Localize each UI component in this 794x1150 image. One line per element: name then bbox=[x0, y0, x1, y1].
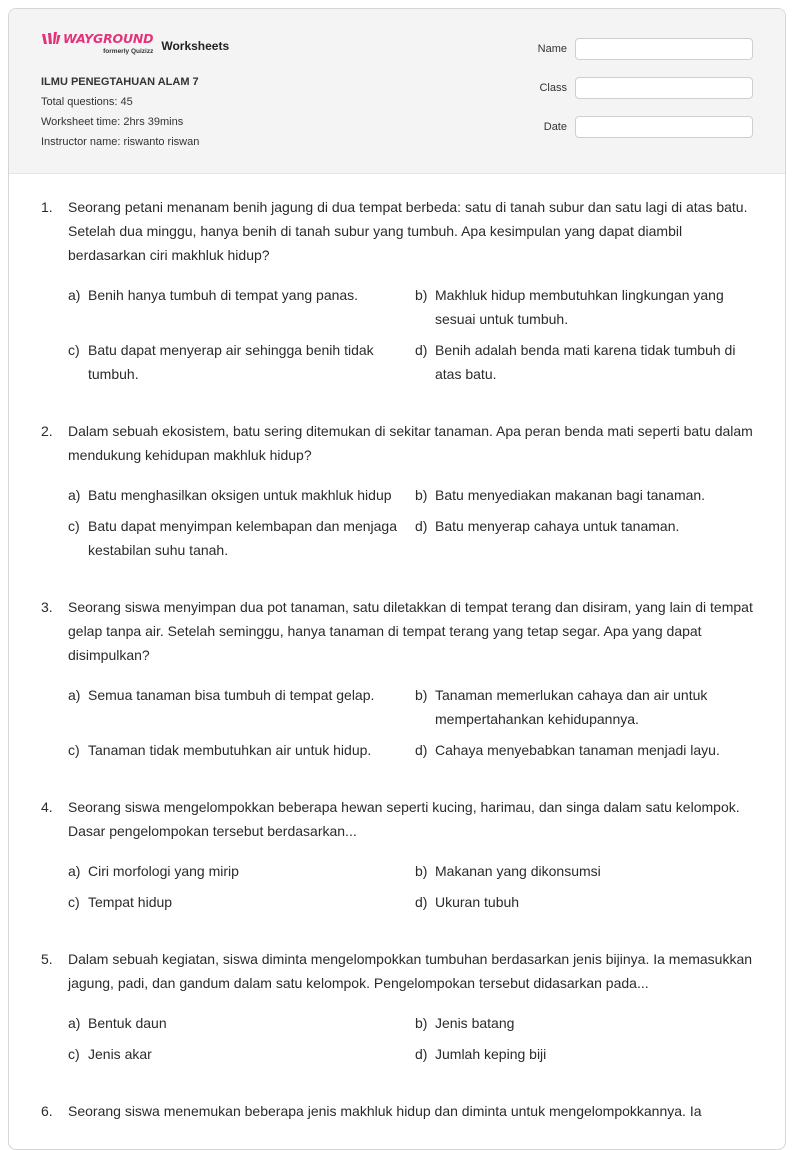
wayground-logo bbox=[41, 31, 153, 55]
class-label: Class bbox=[539, 82, 567, 94]
answer-option[interactable] bbox=[415, 683, 753, 731]
option-text: Tanaman tidak membutuhkan air untuk hidup. bbox=[88, 742, 372, 758]
answer-option[interactable] bbox=[415, 738, 753, 762]
class-field-row bbox=[538, 77, 753, 99]
option-text: Batu menghasilkan oksigen untuk makhluk hidup bbox=[88, 487, 392, 503]
option-letter: d) bbox=[415, 342, 428, 358]
option-letter: a) bbox=[68, 487, 81, 503]
question-number: 1. bbox=[41, 199, 53, 215]
option-letter: c) bbox=[68, 1046, 80, 1062]
question-text: Dalam sebuah ekosistem, batu sering ditemukan di sekitar tanaman. Apa peran benda mati seperti batu dalam mendukung kehidupan makhluk hidup? bbox=[68, 423, 753, 463]
answer-options bbox=[41, 683, 753, 762]
question-number: 6. bbox=[41, 1103, 53, 1119]
option-letter: b) bbox=[415, 863, 428, 879]
option-text: Jenis batang bbox=[435, 1015, 515, 1031]
class-input[interactable] bbox=[575, 77, 753, 99]
answer-options bbox=[41, 283, 753, 386]
brand-subtitle: formerly Quizizz bbox=[103, 48, 154, 55]
question-row bbox=[41, 1099, 753, 1123]
option-letter: c) bbox=[68, 742, 80, 758]
option-letter: c) bbox=[68, 342, 80, 358]
question-number: 4. bbox=[41, 799, 53, 815]
option-text: Tanaman memerlukan cahaya dan air untuk mempertahankan kehidupannya. bbox=[435, 687, 708, 727]
option-letter: a) bbox=[68, 687, 81, 703]
option-text: Jenis akar bbox=[88, 1046, 152, 1062]
option-letter: c) bbox=[68, 894, 80, 910]
worksheet-page bbox=[8, 8, 786, 1150]
option-text: Tempat hidup bbox=[88, 894, 173, 910]
answer-option[interactable] bbox=[415, 1011, 753, 1035]
option-letter: d) bbox=[415, 518, 428, 534]
option-text: Bentuk daun bbox=[88, 1015, 167, 1031]
date-input[interactable] bbox=[575, 116, 753, 138]
option-text: Batu menyediakan makanan bagi tanaman. bbox=[435, 487, 706, 503]
option-text: Jumlah keping biji bbox=[435, 1046, 547, 1062]
answer-option[interactable] bbox=[68, 1011, 415, 1035]
name-input[interactable] bbox=[575, 38, 753, 60]
option-text: Makanan yang dikonsumsi bbox=[435, 863, 601, 879]
brand-row bbox=[41, 31, 229, 55]
worksheet-header bbox=[9, 9, 785, 174]
question-text: Dalam sebuah kegiatan, siswa diminta mengelompokkan tumbuhan berdasarkan jenis bijinya. Ia memasukkan jagung, padi, dan gandum dalam satu kelompok. Pengelompokan tersebut didasarkan pada... bbox=[68, 951, 753, 991]
option-text: Ciri morfologi yang mirip bbox=[88, 863, 239, 879]
question-item bbox=[41, 947, 753, 1066]
total-questions: Total questions: 45 bbox=[41, 96, 133, 108]
answer-options bbox=[41, 483, 753, 562]
answer-option[interactable] bbox=[68, 890, 415, 914]
question-item bbox=[41, 195, 753, 386]
answer-option[interactable] bbox=[68, 738, 415, 762]
option-letter: a) bbox=[68, 1015, 81, 1031]
worksheet-meta bbox=[41, 72, 199, 152]
option-text: Semua tanaman bisa tumbuh di tempat gelap. bbox=[88, 687, 375, 703]
answer-option[interactable] bbox=[68, 683, 415, 731]
question-text: Seorang siswa menyimpan dua pot tanaman, satu diletakkan di tempat terang dan disiram, yang lain di tempat gelap tanpa air. Setelah seminggu, hanya tanaman di tempat terang yang tetap segar. Apa yang dapat disimpulkan? bbox=[68, 599, 753, 663]
option-text: Batu dapat menyimpan kelembapan dan menjaga kestabilan suhu tanah. bbox=[88, 518, 397, 558]
answer-option[interactable] bbox=[415, 483, 753, 507]
option-letter: a) bbox=[68, 287, 81, 303]
date-label: Date bbox=[543, 121, 567, 133]
option-text: Batu menyerap cahaya untuk tanaman. bbox=[435, 518, 680, 534]
answer-option[interactable] bbox=[415, 514, 753, 562]
question-number: 5. bbox=[41, 951, 53, 967]
option-text: Benih adalah benda mati karena tidak tumbuh di atas batu. bbox=[435, 342, 736, 382]
answer-options bbox=[41, 859, 753, 914]
answer-option[interactable] bbox=[68, 514, 415, 562]
answer-option[interactable] bbox=[415, 283, 753, 331]
question-item bbox=[41, 795, 753, 914]
option-letter: d) bbox=[415, 742, 428, 758]
student-fields bbox=[538, 38, 753, 155]
option-letter: b) bbox=[415, 1015, 428, 1031]
question-text: Seorang siswa mengelompokkan beberapa hewan seperti kucing, harimau, dan singa dalam satu kelompok. Dasar pengelompokan tersebut berdasarkan... bbox=[68, 799, 740, 839]
option-letter: d) bbox=[415, 894, 428, 910]
brand-name: WAYGROUND bbox=[63, 31, 154, 46]
question-row bbox=[41, 195, 753, 267]
name-label: Name bbox=[537, 43, 567, 55]
option-letter: d) bbox=[415, 1046, 428, 1062]
answer-option[interactable] bbox=[415, 859, 753, 883]
answer-option[interactable] bbox=[68, 859, 415, 883]
wayground-mark-icon bbox=[41, 32, 61, 46]
option-text: Ukuran tubuh bbox=[435, 894, 520, 910]
option-letter: c) bbox=[68, 518, 80, 534]
answer-options bbox=[41, 1011, 753, 1066]
name-field-row bbox=[538, 38, 753, 60]
option-text: Cahaya menyebabkan tanaman menjadi layu. bbox=[435, 742, 720, 758]
option-letter: b) bbox=[415, 287, 428, 303]
question-item bbox=[41, 419, 753, 562]
question-row bbox=[41, 795, 753, 843]
date-field-row bbox=[538, 116, 753, 138]
question-row bbox=[41, 595, 753, 667]
option-letter: a) bbox=[68, 863, 81, 879]
question-text: Seorang siswa menemukan beberapa jenis makhluk hidup dan diminta untuk mengelompokkannya. Ia bbox=[68, 1103, 702, 1119]
instructor-name: Instructor name: riswanto riswan bbox=[41, 136, 200, 148]
question-number: 2. bbox=[41, 423, 53, 439]
option-letter: b) bbox=[415, 687, 428, 703]
answer-option[interactable] bbox=[415, 890, 753, 914]
answer-option[interactable] bbox=[68, 1042, 415, 1066]
question-item bbox=[41, 1099, 753, 1123]
question-row bbox=[41, 419, 753, 467]
answer-option[interactable] bbox=[68, 283, 415, 331]
worksheet-time: Worksheet time: 2hrs 39mins bbox=[41, 116, 184, 128]
question-list bbox=[9, 174, 785, 1123]
option-text: Makhluk hidup membutuhkan lingkungan yang sesuai untuk tumbuh. bbox=[435, 287, 724, 327]
answer-option[interactable] bbox=[415, 338, 753, 386]
option-text: Benih hanya tumbuh di tempat yang panas. bbox=[88, 287, 359, 303]
option-text: Batu dapat menyerap air sehingga benih tidak tumbuh. bbox=[88, 342, 374, 382]
section-label: Worksheets bbox=[161, 39, 230, 53]
answer-option[interactable] bbox=[415, 1042, 753, 1066]
answer-option[interactable] bbox=[68, 338, 415, 386]
question-row bbox=[41, 947, 753, 995]
question-text: Seorang petani menanam benih jagung di dua tempat berbeda: satu di tanah subur dan satu lagi di atas batu. Setelah dua minggu, hanya benih di tanah subur yang tumbuh. Apa kesimpulan yang dapat diambil berdasarkan ciri makhluk hidup? bbox=[68, 199, 748, 263]
answer-option[interactable] bbox=[68, 483, 415, 507]
question-number: 3. bbox=[41, 599, 53, 615]
question-item bbox=[41, 595, 753, 762]
option-letter: b) bbox=[415, 487, 428, 503]
worksheet-title: ILMU PENEGTAHUAN ALAM 7 bbox=[41, 76, 199, 88]
